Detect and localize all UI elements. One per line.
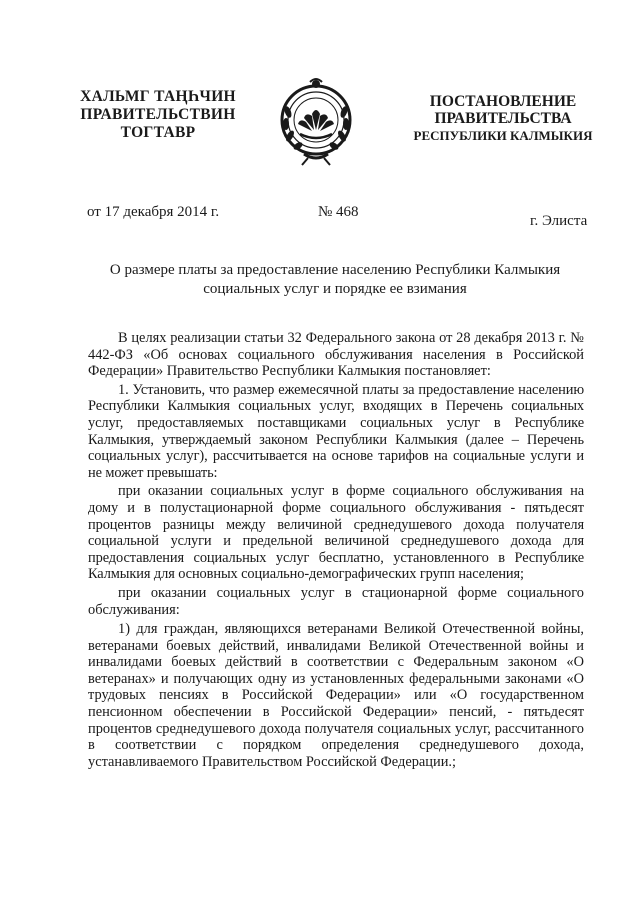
document-date: от 17 декабря 2014 г. [87, 204, 220, 220]
header-left-line-3: ТОГТАВР [120, 124, 196, 141]
paragraph-item-1: 1. Установить, что размер ежемесячной платы за предоставление населению Республики Калмыкия социальных услуг, входящих в Перечень социальных услуг, предоставляемых поставщиками социальных услуг в Республике Калмыкия, утверждаемый законом Республики Калмыкия (далее – Перечень социальных услуг), рассчитывается на основе тарифов на социальные услуги и не может превышать: [88, 381, 584, 481]
header-left-line-1: ХАЛЬМГ ТАҢҺЧИН [80, 88, 236, 105]
paragraph-stationary: при оказании социальных услуг в стационарной форме социального обслуживания: [88, 584, 584, 618]
header-right-line-1: ПОСТАНОВЛЕНИЕ [429, 93, 577, 110]
header-right-russian [408, 93, 598, 144]
document-body [88, 330, 584, 770]
paragraph-home-care: при оказании социальных услуг в форме социального обслуживания на дому и в полустационарной форме социального обслуживания - пятьдесят процентов разницы между величиной среднедушевого дохода получателя социальной услуги и предельной величиной среднедушевого дохода для предоставления социальных услуг бесплатно, установленного в Республике Калмыкия для основных социально-демографических групп населения; [88, 483, 584, 583]
document-title: О размере платы за предоставление населению Республики Калмыкия социальных услуг и порядке ее взимания [109, 262, 561, 297]
document-city: г. Элиста [530, 213, 588, 229]
header-right-line-3: РЕСПУБЛИКИ КАЛМЫКИЯ [413, 128, 593, 143]
paragraph-preamble: В целях реализации статьи 32 Федерального закона от 28 декабря 2013 г. № 442-ФЗ «Об основах социального обслуживания населения в Российской Федерации» Правительство Республики Калмыкия постановляет: [88, 330, 584, 380]
header-right-line-2: ПРАВИТЕЛЬСТВА [434, 110, 572, 127]
kalmykia-emblem-icon [278, 76, 354, 166]
header-left-kalmyk [58, 88, 258, 142]
document-number: № 468 [318, 204, 359, 220]
paragraph-subitem-1: 1) для граждан, являющихся ветеранами Великой Отечественной войны, ветеранами боевых действий, инвалидами Великой Отечественной войны и инвалидами боевых действий в соответствии с Федеральным законом «О ветеранах» и получающих одну из установленных федеральными законами «О трудовых пенсиях в Российской Федерации» или «О государственном пенсионном обеспечении в Российской Федерации» пенсий, - пятьдесят процентов среднедушевого дохода получателя социальных услуг, рассчитанного в соответствии с порядком определения среднедушевого дохода, устанавливаемого Правительством Российской Федерации.; [88, 621, 584, 770]
header-left-line-2: ПРАВИТЕЛЬСТВИН [80, 106, 236, 123]
